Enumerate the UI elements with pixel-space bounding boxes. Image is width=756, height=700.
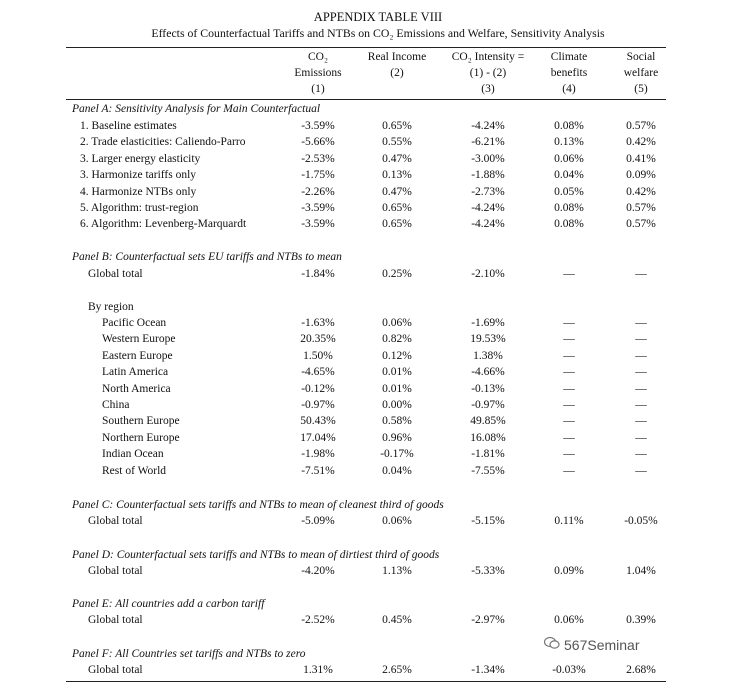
- panel-c-global-row: Global total -5.09% 0.06% -5.15% 0.11% -0.05%: [88, 515, 658, 527]
- cell-col-4: —: [563, 382, 575, 395]
- cell-col-5: 0.41%: [626, 152, 656, 165]
- table-row: [0, 216, 756, 232]
- row-label: Western Europe: [102, 333, 176, 346]
- row-label: China: [102, 399, 130, 411]
- cell-col-3: -6.21%: [471, 136, 505, 149]
- cell-col-4: —: [563, 448, 575, 461]
- panel-f-global-row: Global total 1.31% 2.65% -1.34% -0.03% 2.68%: [88, 664, 656, 676]
- cell-col-2: 0.55%: [382, 136, 412, 149]
- panel-d-global-row: Global total -4.20% 1.13% -5.33% 0.09% 1.04%: [88, 565, 656, 577]
- region-row: [0, 348, 756, 364]
- col-header-4: Climate benefits (4): [550, 51, 588, 95]
- col-header-5: Social welfare (5): [623, 51, 659, 95]
- cell-col-1: -1.75%: [301, 169, 335, 182]
- cell-col-1: -4.65%: [301, 366, 335, 379]
- cell-col-1: -0.12%: [301, 382, 335, 395]
- cell-col-1: -7.51%: [301, 464, 335, 477]
- cell-col-1: -3.59%: [301, 120, 335, 132]
- cell-col-4: 0.13%: [554, 136, 584, 149]
- table-row: [0, 118, 756, 134]
- table-row: [0, 167, 756, 183]
- cell-col-3: 16.08%: [470, 431, 506, 444]
- row-label: Northern Europe: [102, 431, 180, 444]
- cell-col-5: —: [635, 464, 647, 477]
- cell-col-2: 0.65%: [382, 218, 412, 231]
- cell-col-2: 0.01%: [382, 366, 412, 379]
- cell-col-1: -3.59%: [301, 202, 335, 214]
- row-label: Eastern Europe: [102, 349, 173, 362]
- row-label: 3. Harmonize tariffs only: [80, 169, 197, 182]
- col-header-1: CO₂ Emissions (1): [294, 51, 342, 95]
- cell-col-4: 0.08%: [554, 120, 584, 132]
- cell-col-5: —: [635, 333, 647, 346]
- cell-col-5: 0.57%: [626, 218, 656, 231]
- panel-f-heading: Panel F: All Countries set tariffs and NTBs to zero: [72, 648, 306, 660]
- cell-col-2: 0.06%: [382, 317, 412, 329]
- row-label: Southern Europe: [102, 415, 180, 428]
- cell-col-3: -7.55%: [471, 464, 505, 477]
- cell-col-2: 0.65%: [382, 120, 412, 132]
- cell-col-3: -2.73%: [471, 185, 505, 198]
- cell-col-1: 17.04%: [300, 431, 336, 444]
- row-label: 2. Trade elasticities: Caliendo-Parro: [80, 136, 246, 149]
- cell-col-2: 0.65%: [382, 202, 412, 214]
- cell-col-5: —: [635, 399, 647, 411]
- row-label: North America: [102, 382, 171, 395]
- cell-col-5: —: [635, 349, 647, 362]
- cell-col-5: —: [635, 366, 647, 379]
- panel-e-global-row: Global total -2.52% 0.45% -2.97% 0.06% 0.39%: [88, 614, 656, 626]
- cell-col-4: —: [563, 366, 575, 379]
- cell-col-4: —: [563, 399, 575, 411]
- cell-col-5: —: [635, 415, 647, 428]
- panel-b-heading: Panel B: Counterfactual sets EU tariffs and NTBs to mean: [72, 251, 342, 263]
- cell-col-5: —: [635, 448, 647, 461]
- cell-col-2: 0.47%: [382, 152, 412, 165]
- cell-col-3: -1.88%: [471, 169, 505, 182]
- cell-col-2: 0.12%: [382, 349, 412, 362]
- cell-col-5: 0.09%: [626, 169, 656, 182]
- cell-col-4: —: [563, 431, 575, 444]
- bottom-rule: [66, 681, 666, 682]
- wechat-icon: [544, 636, 560, 653]
- cell-col-5: 0.42%: [626, 185, 656, 198]
- header-rule: [66, 99, 666, 100]
- region-row: [0, 381, 756, 397]
- cell-col-3: 49.85%: [470, 415, 506, 428]
- col-header-2: Real Income (2): [367, 51, 427, 79]
- cell-col-2: 0.04%: [382, 464, 412, 477]
- cell-col-5: 0.57%: [626, 202, 656, 214]
- row-label: Indian Ocean: [102, 448, 164, 461]
- cell-col-4: —: [563, 464, 575, 477]
- by-region-label: By region: [88, 301, 134, 313]
- cell-col-5: 0.57%: [626, 120, 656, 132]
- cell-col-4: 0.08%: [554, 218, 584, 231]
- cell-col-3: -0.97%: [471, 399, 505, 411]
- table-row: [0, 184, 756, 200]
- col-header-3: CO₂ Intensity = (1) - (2) (3): [451, 51, 525, 95]
- cell-col-2: 0.82%: [382, 333, 412, 346]
- cell-col-1: -5.66%: [301, 136, 335, 149]
- cell-col-5: 0.42%: [626, 136, 656, 149]
- cell-col-2: 0.13%: [382, 169, 412, 182]
- cell-col-4: 0.05%: [554, 185, 584, 198]
- region-row: [0, 413, 756, 429]
- cell-col-1: -1.63%: [301, 317, 335, 329]
- region-row: [0, 364, 756, 380]
- region-row: [0, 331, 756, 347]
- table-row: [0, 134, 756, 150]
- row-label: Latin America: [102, 366, 169, 379]
- cell-col-5: —: [635, 431, 647, 444]
- top-rule: [66, 47, 666, 48]
- region-row: [0, 430, 756, 446]
- watermark-text: 567Seminar: [564, 636, 640, 653]
- region-row: [0, 315, 756, 331]
- panel-c-heading: Panel C: Counterfactual sets tariffs and NTBs to mean of cleanest third of goods: [72, 499, 444, 511]
- cell-col-1: 20.35%: [300, 333, 336, 346]
- cell-col-3: -4.24%: [471, 218, 505, 231]
- cell-col-1: -2.26%: [301, 185, 335, 198]
- cell-col-2: 0.96%: [382, 431, 412, 444]
- cell-col-1: -3.59%: [301, 218, 335, 231]
- cell-col-5: —: [635, 382, 647, 395]
- cell-col-2: 0.01%: [382, 382, 412, 395]
- row-label: Rest of World: [102, 464, 167, 477]
- cell-col-4: —: [563, 349, 575, 362]
- cell-col-4: 0.06%: [554, 152, 584, 165]
- cell-col-1: -0.97%: [301, 399, 335, 411]
- table-row: [0, 151, 756, 167]
- cell-col-1: -1.98%: [301, 448, 335, 461]
- cell-col-3: -3.00%: [471, 152, 505, 165]
- row-label: 5. Algorithm: trust-region: [80, 202, 199, 214]
- cell-col-1: -2.53%: [301, 152, 335, 165]
- cell-col-2: 0.58%: [382, 415, 412, 428]
- cell-col-1: 50.43%: [300, 415, 336, 428]
- cell-col-5: —: [635, 317, 647, 329]
- cell-col-4: —: [563, 415, 575, 428]
- cell-col-3: 1.38%: [473, 349, 503, 362]
- cell-col-3: -1.69%: [471, 317, 505, 329]
- cell-col-4: 0.04%: [554, 169, 584, 182]
- region-row: [0, 397, 756, 413]
- cell-col-4: —: [563, 333, 575, 346]
- cell-col-3: -4.24%: [471, 202, 505, 214]
- cell-col-3: -1.81%: [471, 448, 505, 461]
- cell-col-3: -4.24%: [471, 120, 505, 132]
- table-subtitle: Effects of Counterfactual Tariffs and NTBs on CO₂ Emissions and Welfare, Sensitivity Analysis: [151, 26, 605, 40]
- cell-col-3: 19.53%: [470, 333, 506, 346]
- panel-e-heading: Panel E: All countries add a carbon tariff: [72, 598, 265, 610]
- cell-col-3: -0.13%: [471, 382, 505, 395]
- table-title: APPENDIX TABLE VIII: [313, 10, 443, 24]
- row-label: 3. Larger energy elasticity: [80, 152, 201, 165]
- panel-b-global-row: Global total -1.84% 0.25% -2.10% — —: [88, 268, 647, 280]
- row-label: Pacific Ocean: [102, 317, 167, 329]
- cell-col-2: 0.00%: [382, 399, 412, 411]
- cell-col-2: 0.47%: [382, 185, 412, 198]
- panel-d-heading: Panel D: Counterfactual sets tariffs and NTBs to mean of dirtiest third of goods: [72, 549, 440, 561]
- cell-col-2: -0.17%: [380, 448, 414, 461]
- cell-col-3: -4.66%: [471, 366, 505, 379]
- cell-col-1: 1.50%: [303, 349, 333, 362]
- table-row: [0, 200, 756, 216]
- row-label: 6. Algorithm: Levenberg-Marquardt: [80, 218, 247, 231]
- region-row: [0, 446, 756, 462]
- cell-col-4: 0.08%: [554, 202, 584, 214]
- row-label: 1. Baseline estimates: [80, 120, 177, 132]
- cell-col-4: —: [563, 317, 575, 329]
- watermark: [544, 636, 640, 653]
- region-row: [0, 463, 756, 479]
- panel-a-heading: Panel A: Sensitivity Analysis for Main Counterfactual: [72, 103, 321, 115]
- row-label: 4. Harmonize NTBs only: [80, 185, 197, 198]
